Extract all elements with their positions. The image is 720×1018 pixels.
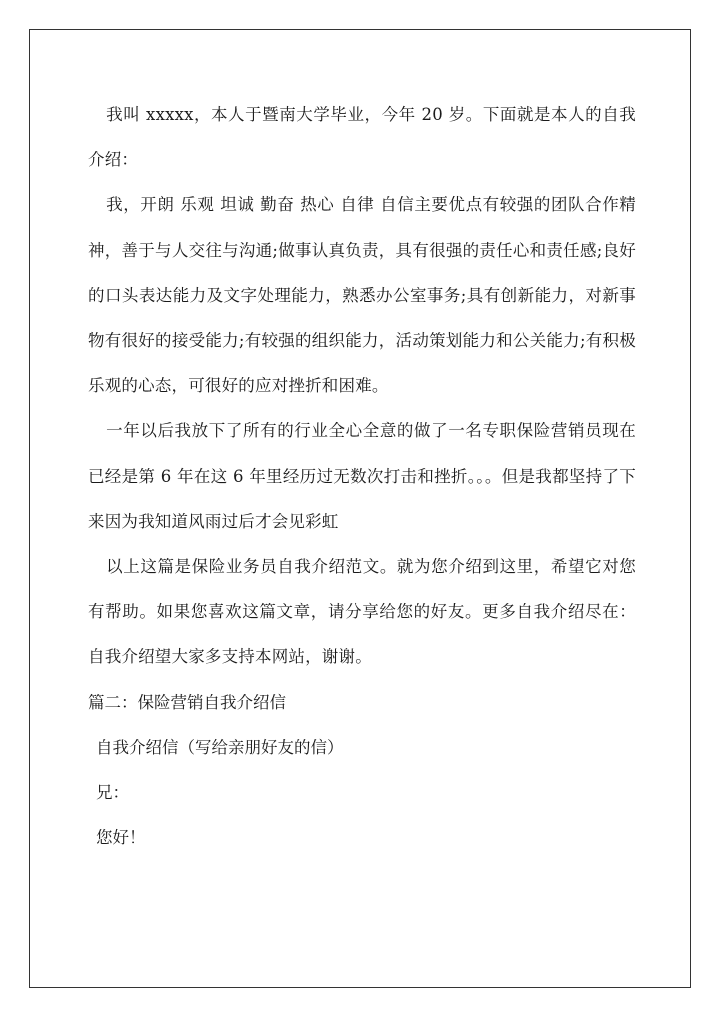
intro-paragraph: 我叫 xxxxx，本人于暨南大学毕业，今年 20 岁。下面就是本人的自我介绍： bbox=[88, 105, 636, 170]
strengths-paragraph: 我，开朗 乐观 坦诚 勤奋 热心 自律 自信主要优点有较强的团队合作精神，善于与人交往与沟通;做事认真负责，具有很强的责任心和责任感;良好的口头表达能力及文字处理能力，熟悉办公室事务;具有创新能力，对新事物有很好的接受能力;有较强的组织能力，活动策划能力和公关能力;有积极乐观的心态，可很好的应对挫折和困难。 bbox=[88, 195, 636, 396]
document-body bbox=[88, 92, 636, 860]
closing-paragraph: 以上这篇是保险业务员自我介绍范文。就为您介绍到这里，希望它对您有帮助。如果您喜欢这篇文章，请分享给您的好友。更多自我介绍尽在：自我介绍望大家多支持本网站，谢谢。 bbox=[88, 557, 636, 667]
salutation: 兄： bbox=[96, 783, 129, 803]
letter-title: 自我介绍信（写给亲朋好友的信） bbox=[96, 737, 344, 757]
greeting: 您好！ bbox=[96, 828, 146, 848]
section-heading: 篇二：保险营销自我介绍信 bbox=[88, 692, 286, 712]
career-paragraph: 一年以后我放下了所有的行业全心全意的做了一名专职保险营销员现在已经是第 6 年在这 6 年里经历过无数次打击和挫折。。。但是我都坚持了下来因为我知道风雨过后才会见彩虹 bbox=[88, 421, 636, 531]
